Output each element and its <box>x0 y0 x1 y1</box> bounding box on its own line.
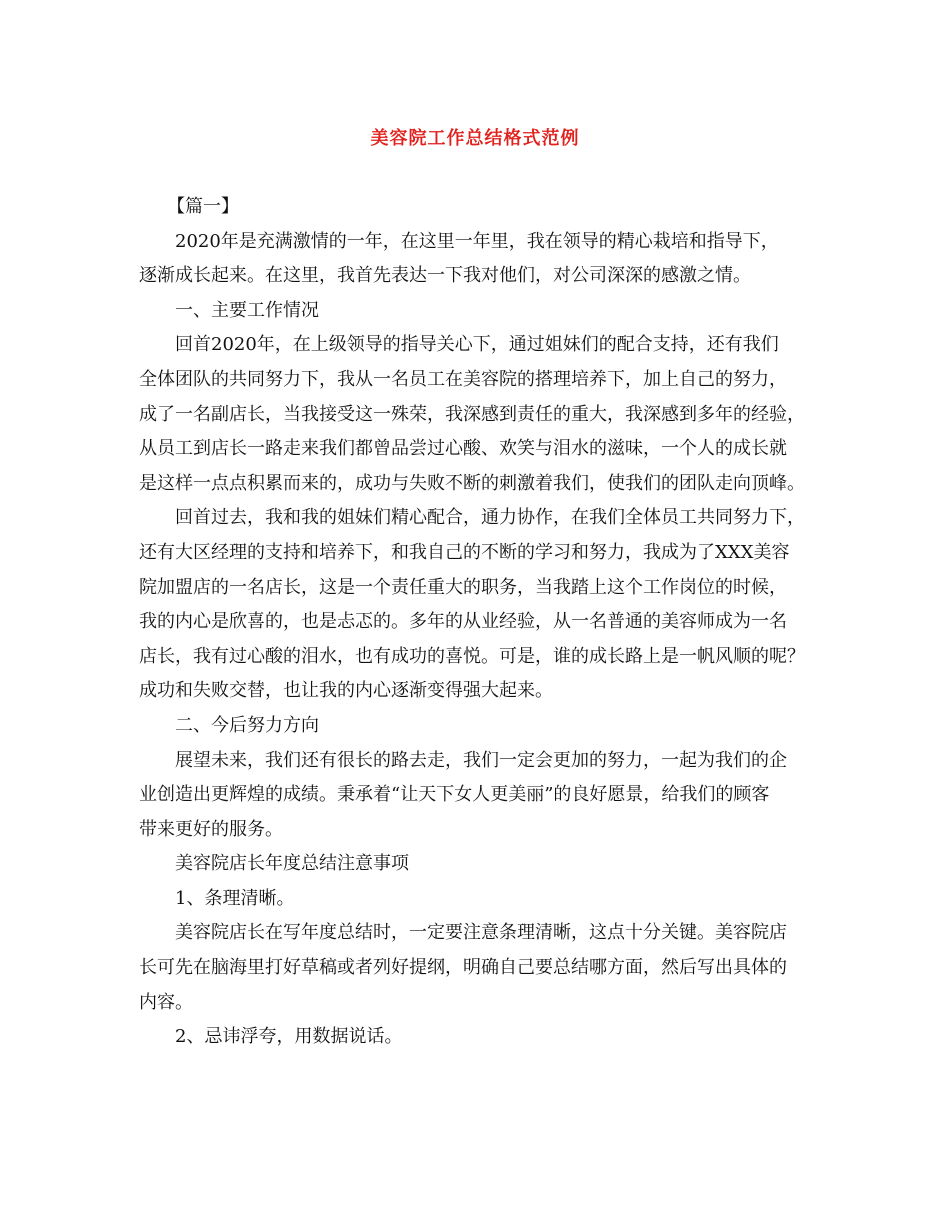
paragraph-line: 还有大区经理的支持和培养下，和我自己的不断的学习和努力，我成为了XXX美容 <box>139 541 790 563</box>
paragraph-line: 美容院店长在写年度总结时，一定要注意条理清晰，这点十分关键。美容院店 <box>175 922 787 944</box>
paragraph-line: 院加盟店的一名店长，这是一个责任重大的职务，当我踏上这个工作岗位的时候， <box>139 576 787 598</box>
paragraph-line: 成功和失败交替，也让我的内心逐渐变得强大起来。 <box>139 680 553 702</box>
section-heading-part-one: 【篇一】 <box>167 196 239 217</box>
section-heading: 二、今后努力方向 <box>175 714 319 736</box>
paragraph-line: 逐渐成长起来。在这里，我首先表达一下我对他们，对公司深深的感激之情。 <box>139 265 751 287</box>
paragraph-line: 成了一名副店长，当我接受这一殊荣，我深感到责任的重大，我深感到多年的经验， <box>139 403 805 425</box>
paragraph-line: 是这样一点点积累而来的，成功与失败不断的刺激着我们，使我们的团队走向顶峰。 <box>139 472 805 494</box>
paragraph-line: 全体团队的共同努力下，我从一名员工在美容院的搭理培养下，加上自己的努力， <box>139 368 787 390</box>
paragraph-line: 店长，我有过心酸的泪水，也有成功的喜悦。可是，谁的成长路上是一帆风顺的呢？ <box>139 645 805 667</box>
paragraph-line: 从员工到店长一路走来我们都曾品尝过心酸、欢笑与泪水的滋味，一个人的成长就 <box>139 438 787 460</box>
paragraph-line: 内容。 <box>139 991 193 1013</box>
paragraph-line: 长可先在脑海里打好草稿或者列好提纲，明确自己要总结哪方面，然后写出具体的 <box>139 957 787 979</box>
paragraph-line: 展望未来，我们还有很长的路去走，我们一定会更加的努力，一起为我们的企 <box>175 749 787 771</box>
document-title: 美容院工作总结格式范例 <box>370 128 580 149</box>
paragraph-line: 带来更好的服务。 <box>139 818 283 840</box>
document-body <box>139 190 829 1055</box>
paragraph-line: 2020年是充满激情的一年，在这里一年里，我在领导的精心栽培和指导下， <box>175 230 779 252</box>
list-item-heading: 1、条理清晰。 <box>175 887 295 909</box>
paragraph-line: 业创造出更辉煌的成绩。秉承着“让天下女人更美丽”的良好愿景，给我们的顾客 <box>139 784 770 806</box>
section-heading: 一、主要工作情况 <box>175 299 319 321</box>
paragraph-line: 回首2020年，在上级领导的指导关心下，通过姐妹们的配合支持，还有我们 <box>175 334 779 356</box>
section-heading: 美容院店长年度总结注意事项 <box>175 853 409 875</box>
paragraph-line: 回首过去，我和我的姐妹们精心配合，通力协作，在我们全体员工共同努力下， <box>175 507 805 529</box>
list-item-heading: 2、忌讳浮夸，用数据说话。 <box>175 1026 403 1048</box>
paragraph-line: 我的内心是欣喜的，也是忐忑的。多年的从业经验，从一名普通的美容师成为一名 <box>139 611 787 633</box>
